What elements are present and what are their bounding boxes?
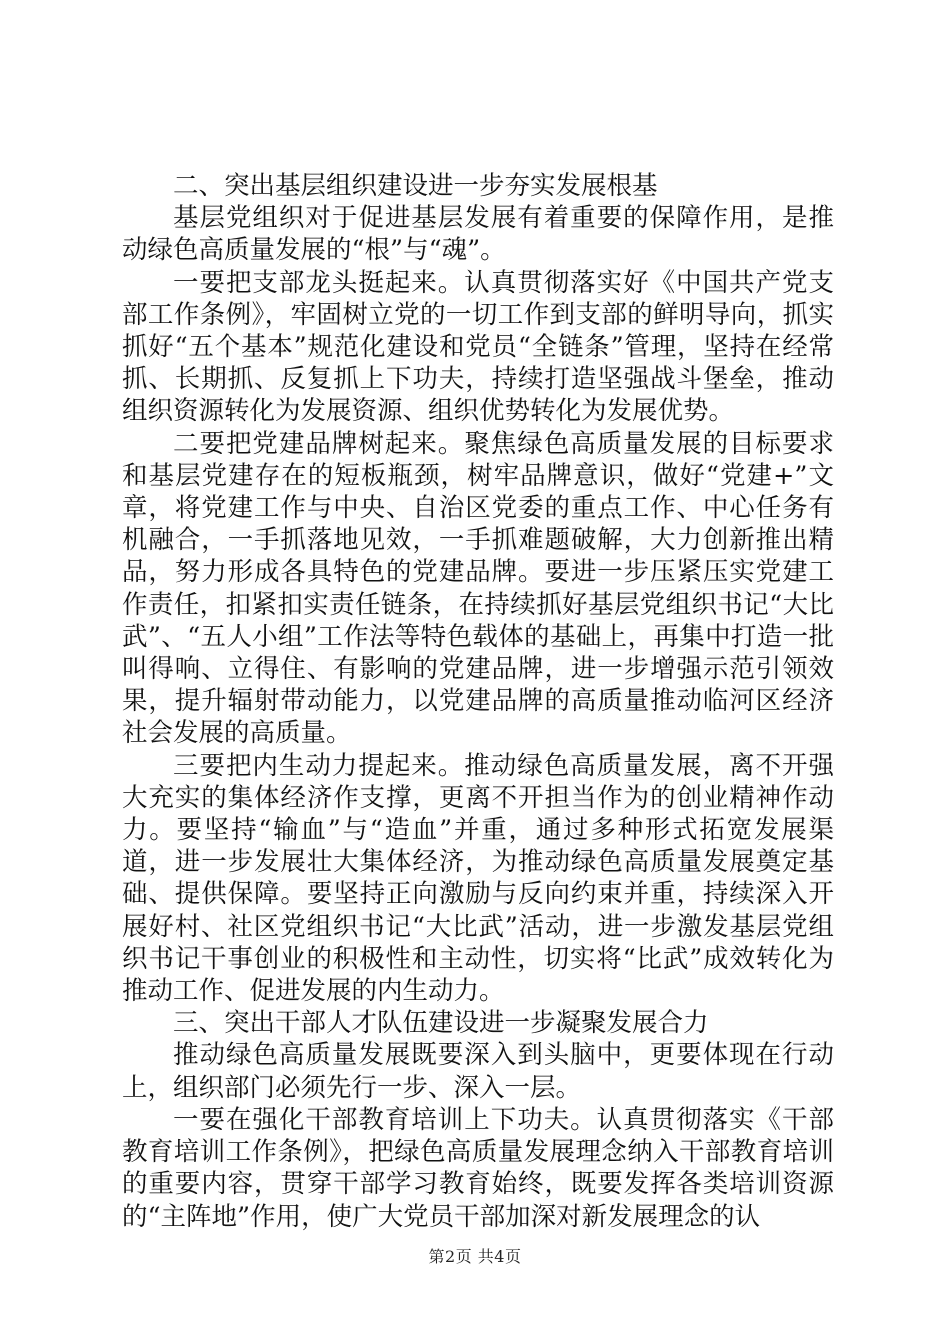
section-heading: 二、突出基层组织建设进一步夯实发展根基	[173, 171, 658, 201]
paragraph: 三要把内生动力提起来。推动绿色高质量发展，离不开强大充实的集体经济作支撑，更离不开担当作为的创业精神作动力。要坚持“输血”与“造血”并重，通过多种形式拓宽发展渠道，进一步发展壮大集体经济，为推动绿色高质量发展奠定基础、提供保障。要坚持正向激励与反向约束并重，持续深入开展好村、社区党组织书记“大比武”活动，进一步激发基层党组织书记干事创业的积极性和主动性，切实将“比武”成效转化为推动工作、促进发展的内生动力。	[122, 750, 834, 1007]
document-body	[122, 170, 834, 1233]
paragraph: 基层党组织对于促进基层发展有着重要的保障作用，是推动绿色高质量发展的“根”与“魂”。	[122, 203, 834, 266]
paragraph: 二要把党建品牌树起来。聚焦绿色高质量发展的目标要求和基层党建存在的短板瓶颈，树牢品牌意识，做好“党建+”文章，将党建工作与中央、自治区党委的重点工作、中心任务有机融合，一手抓落地见效，一手抓难题破解，大力创新推出精品，努力形成各具特色的党建品牌。要进一步压紧压实党建工作责任，扣紧扣实责任链条，在持续抓好基层党组织书记“大比武”、“五人小组”工作法等特色载体的基础上，再集中打造一批叫得响、立得住、有影响的党建品牌，进一步增强示范引领效果，提升辐射带动能力，以党建品牌的高质量推动临河区经济社会发展的高质量。	[122, 428, 834, 749]
paragraph: 一要在强化干部教育培训上下功夫。认真贯彻落实《干部教育培训工作条例》，把绿色高质量发展理念纳入干部教育培训的重要内容，贯穿干部学习教育始终，既要发挥各类培训资源的“主阵地”作用，使广大党员干部加深对新发展理念的认	[122, 1104, 834, 1232]
paragraph: 推动绿色高质量发展既要深入到头脑中，更要体现在行动上，组织部门必须先行一步、深入一层。	[122, 1040, 834, 1103]
section-heading: 三、突出干部人才队伍建设进一步凝聚发展合力	[173, 1008, 709, 1039]
paragraph: 一要把支部龙头挺起来。认真贯彻落实好《中国共产党支部工作条例》，牢固树立党的一切工作到支部的鲜明导向，抓实抓好“五个基本”规范化建设和党员“全链条”管理，坚持在经常抓、长期抓、反复抓上下功夫，持续打造坚强战斗堡垒，推动组织资源转化为发展资源、组织优势转化为发展优势。	[122, 267, 834, 427]
page-number-footer: 第2页 共4页	[428, 1247, 522, 1266]
